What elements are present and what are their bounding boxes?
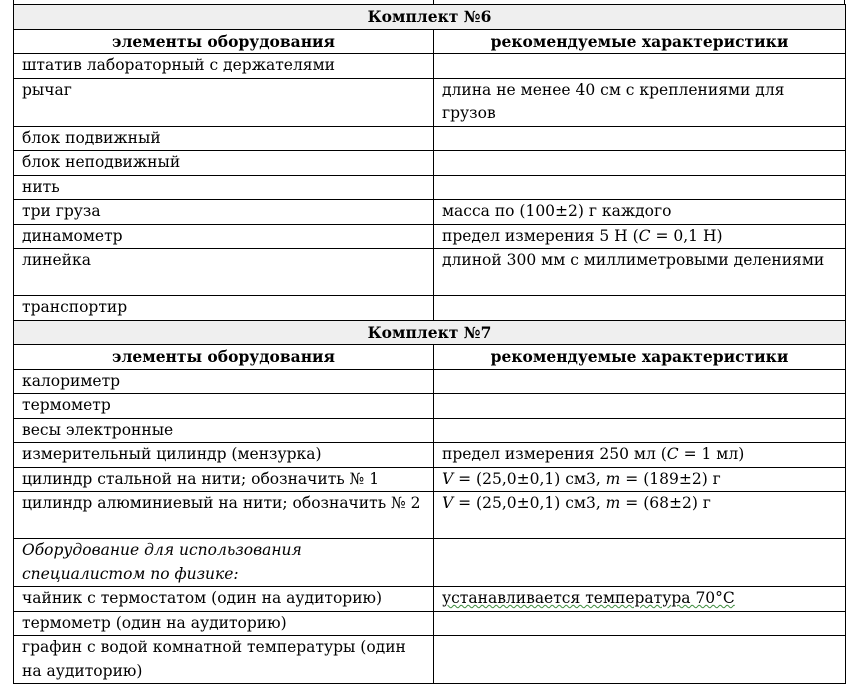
spec-cell xyxy=(434,369,846,394)
spec-cell: масса по (100±2) г каждого xyxy=(434,200,846,225)
spec-text: = (25,0±0,1) см3, xyxy=(453,469,606,488)
spec-cell xyxy=(434,394,846,419)
spec-cell xyxy=(434,467,846,492)
kit-6-header-row xyxy=(14,29,846,54)
item-cell: рычаг xyxy=(14,78,434,126)
spec-text: устанавливается температура 70°С xyxy=(442,589,735,607)
spec-text: = 0,1 Н) xyxy=(650,226,723,245)
spec-variable: m xyxy=(605,469,621,488)
spec-text: = (25,0±0,1) см3, xyxy=(453,494,606,512)
column-header-specs: рекомендуемые характеристики xyxy=(434,29,846,54)
item-cell: штатив лабораторный с держателями xyxy=(14,54,434,79)
spec-variable: m xyxy=(605,494,621,512)
table-row xyxy=(14,200,846,225)
spec-variable: С xyxy=(666,445,679,463)
specialist-note-row xyxy=(14,539,846,587)
item-cell: чайник с термостатом (один на аудиторию) xyxy=(14,587,434,612)
item-cell: измерительный цилиндр (мензурка) xyxy=(14,443,434,468)
spec-cell: длиной 300 мм с миллиметровыми делениями xyxy=(434,249,846,296)
table-row xyxy=(14,492,846,539)
item-cell: транспортир xyxy=(14,296,434,321)
spec-cell xyxy=(434,636,846,684)
equipment-table xyxy=(13,4,846,684)
spec-cell xyxy=(434,296,846,321)
spec-cell xyxy=(434,492,846,539)
item-cell: нить xyxy=(14,175,434,200)
spec-variable: V xyxy=(442,469,454,488)
item-cell: блок подвижный xyxy=(14,126,434,151)
spec-cell xyxy=(434,175,846,200)
spec-cell xyxy=(434,611,846,636)
table-row xyxy=(14,224,846,249)
table-row xyxy=(14,296,846,321)
spec-text: = (189±2) г xyxy=(620,469,721,488)
item-cell: динамометр xyxy=(14,224,434,249)
table-row xyxy=(14,418,846,443)
table-row xyxy=(14,443,846,468)
item-cell: калориметр xyxy=(14,369,434,394)
kit-7-title: Комплект №7 xyxy=(14,320,846,345)
kit-6-title-row xyxy=(14,5,846,30)
spec-text: предел измерения 5 Н ( xyxy=(442,226,639,245)
table-row xyxy=(14,587,846,612)
spec-text: предел измерения 250 мл ( xyxy=(442,445,667,463)
item-cell: термометр xyxy=(14,394,434,419)
item-cell: три груза xyxy=(14,200,434,225)
spec-cell xyxy=(434,54,846,79)
equipment-table-container xyxy=(13,4,845,684)
spec-cell xyxy=(434,151,846,176)
item-cell: линейка xyxy=(14,249,434,296)
spec-cell xyxy=(434,126,846,151)
spec-variable: С xyxy=(638,226,651,245)
table-row xyxy=(14,467,846,492)
spec-variable: V xyxy=(442,494,454,512)
spec-text: = 1 мл) xyxy=(678,445,745,463)
column-header-items: элементы оборудования xyxy=(14,29,434,54)
table-row xyxy=(14,175,846,200)
kit-7-title-row xyxy=(14,320,846,345)
table-row xyxy=(14,151,846,176)
item-cell: блок неподвижный xyxy=(14,151,434,176)
item-cell: цилиндр алюминиевый на нити; обозначить № 2 xyxy=(14,492,434,539)
spec-cell xyxy=(434,224,846,249)
table-row xyxy=(14,54,846,79)
item-cell: термометр (один на аудиторию) xyxy=(14,611,434,636)
table-row xyxy=(14,249,846,296)
spec-cell xyxy=(434,539,846,587)
kit-7-header-row xyxy=(14,345,846,370)
table-row xyxy=(14,611,846,636)
table-row xyxy=(14,126,846,151)
item-cell: цилиндр стальной на нити; обозначить № 1 xyxy=(14,467,434,492)
table-row xyxy=(14,636,846,684)
table-row xyxy=(14,78,846,126)
spec-text: = (68±2) г xyxy=(620,494,711,512)
table-row xyxy=(14,369,846,394)
kit-6-title: Комплект №6 xyxy=(14,5,846,30)
table-row xyxy=(14,394,846,419)
column-header-items: элементы оборудования xyxy=(14,345,434,370)
specialist-note: Оборудование для использования специалистом по физике: xyxy=(14,539,434,587)
column-header-specs: рекомендуемые характеристики xyxy=(434,345,846,370)
item-cell: весы электронные xyxy=(14,418,434,443)
spec-cell: длина не менее 40 см с креплениями для грузов xyxy=(434,78,846,126)
spec-cell xyxy=(434,587,846,612)
item-cell: графин с водой комнатной температуры (один на аудиторию) xyxy=(14,636,434,684)
spec-cell xyxy=(434,443,846,468)
spec-cell xyxy=(434,418,846,443)
